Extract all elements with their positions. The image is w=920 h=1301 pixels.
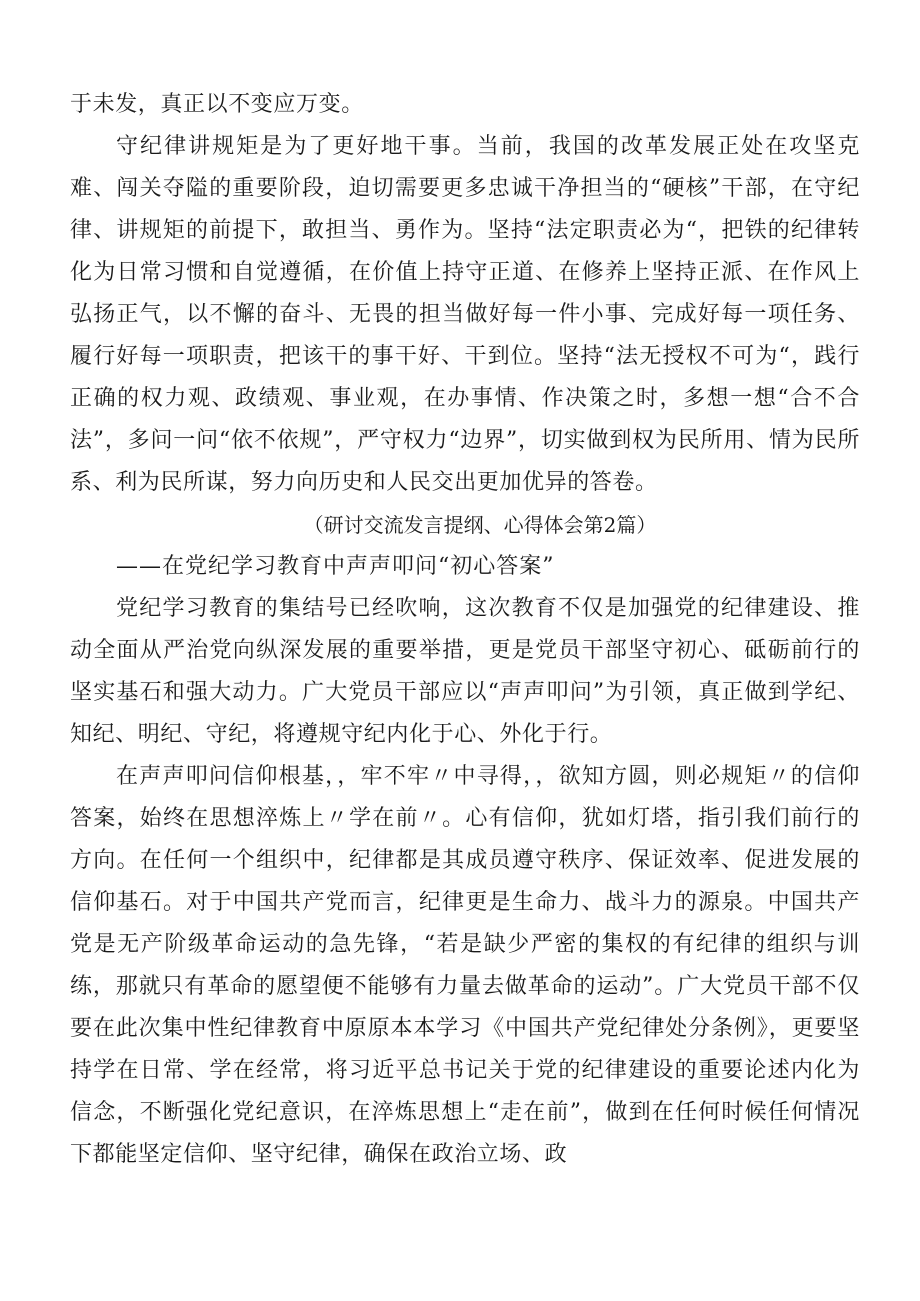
paragraph-education-intro: 党纪学习教育的集结号已经吹响，这次教育不仅是加强党的纪律建设、推动全面从严治党向纵深发展的重要举措，更是党员干部坚守初心、砥砺前行的坚实基石和强大动力。广大党员干部应以“声声叩问”为引领，真正做到学纪、知纪、明纪、守纪，将遵规守纪内化于心、外化于行。 [70, 596, 860, 747]
paragraph-faith-foundation: 在声声叩问信仰根基，，牢不牢〃中寻得，，欲知方圆，则必规矩〃的信仰答案，始终在思想淬炼上〃学在前〃。心有信仰，犹如灯塔，指引我们前行的方向。在任何一个组织中，纪律都是其成员遵守秩序、保证效率、促进发展的信仰基石。对于中国共产党而言，纪律更是生命力、战斗力的源泉。中国共产党是无产阶级革命运动的急先锋，“若是缺少严密的集权的有纪律的组织与训练，那就只有革命的愿望便不能够有力量去做革命的运动”。广大党员干部不仅要在此次集中性纪律教育中原原本本学习《中国共产党纪律处分条例》，更要坚持学在日常、学在经常，将习近平总书记关于党的纪律建设的重要论述内化为信念，不断强化党纪意识，在淬炼思想上“走在前”，做到在任何时候任何情况下都能坚定信仰、坚守纪律，确保在政治立场、政 [70, 764, 860, 1167]
paragraph-continued: 于未发，真正以不变应万变。 [70, 92, 364, 117]
document-page [70, 84, 860, 1176]
paragraph-discipline-work: 守纪律讲规矩是为了更好地干事。当前，我国的改革发展正处在攻坚克难、闯关夺隘的重要阶段，迫切需要更多忠诚干净担当的“硬核”干部，在守纪律、讲规矩的前提下，敢担当、勇作为。坚持“法定职责必为“，把铁的纪律转化为日常习惯和自觉遵循，在价值上持守正道、在修养上坚持正派、在作风上弘扬正气，以不懈的奋斗、无畏的担当做好每一件小事、完成好每一项任务、履行好每一项职责，把该干的事干好、干到位。坚持“法无授权不可为“，践行正确的权力观、政绩观、事业观，在办事情、作决策之时，多想一想“合不合法”，多问一问“依不依规”，严守权力“边界”，切实做到权为民所用、情为民所系、利为民所谋，努力向历史和人民交出更加优异的答卷。 [70, 134, 860, 495]
section-heading: （研讨交流发言提纲、心得体会第2篇） [303, 513, 657, 537]
section-subtitle: ——在党纪学习教育中声声叩问“初心答案” [116, 554, 555, 579]
